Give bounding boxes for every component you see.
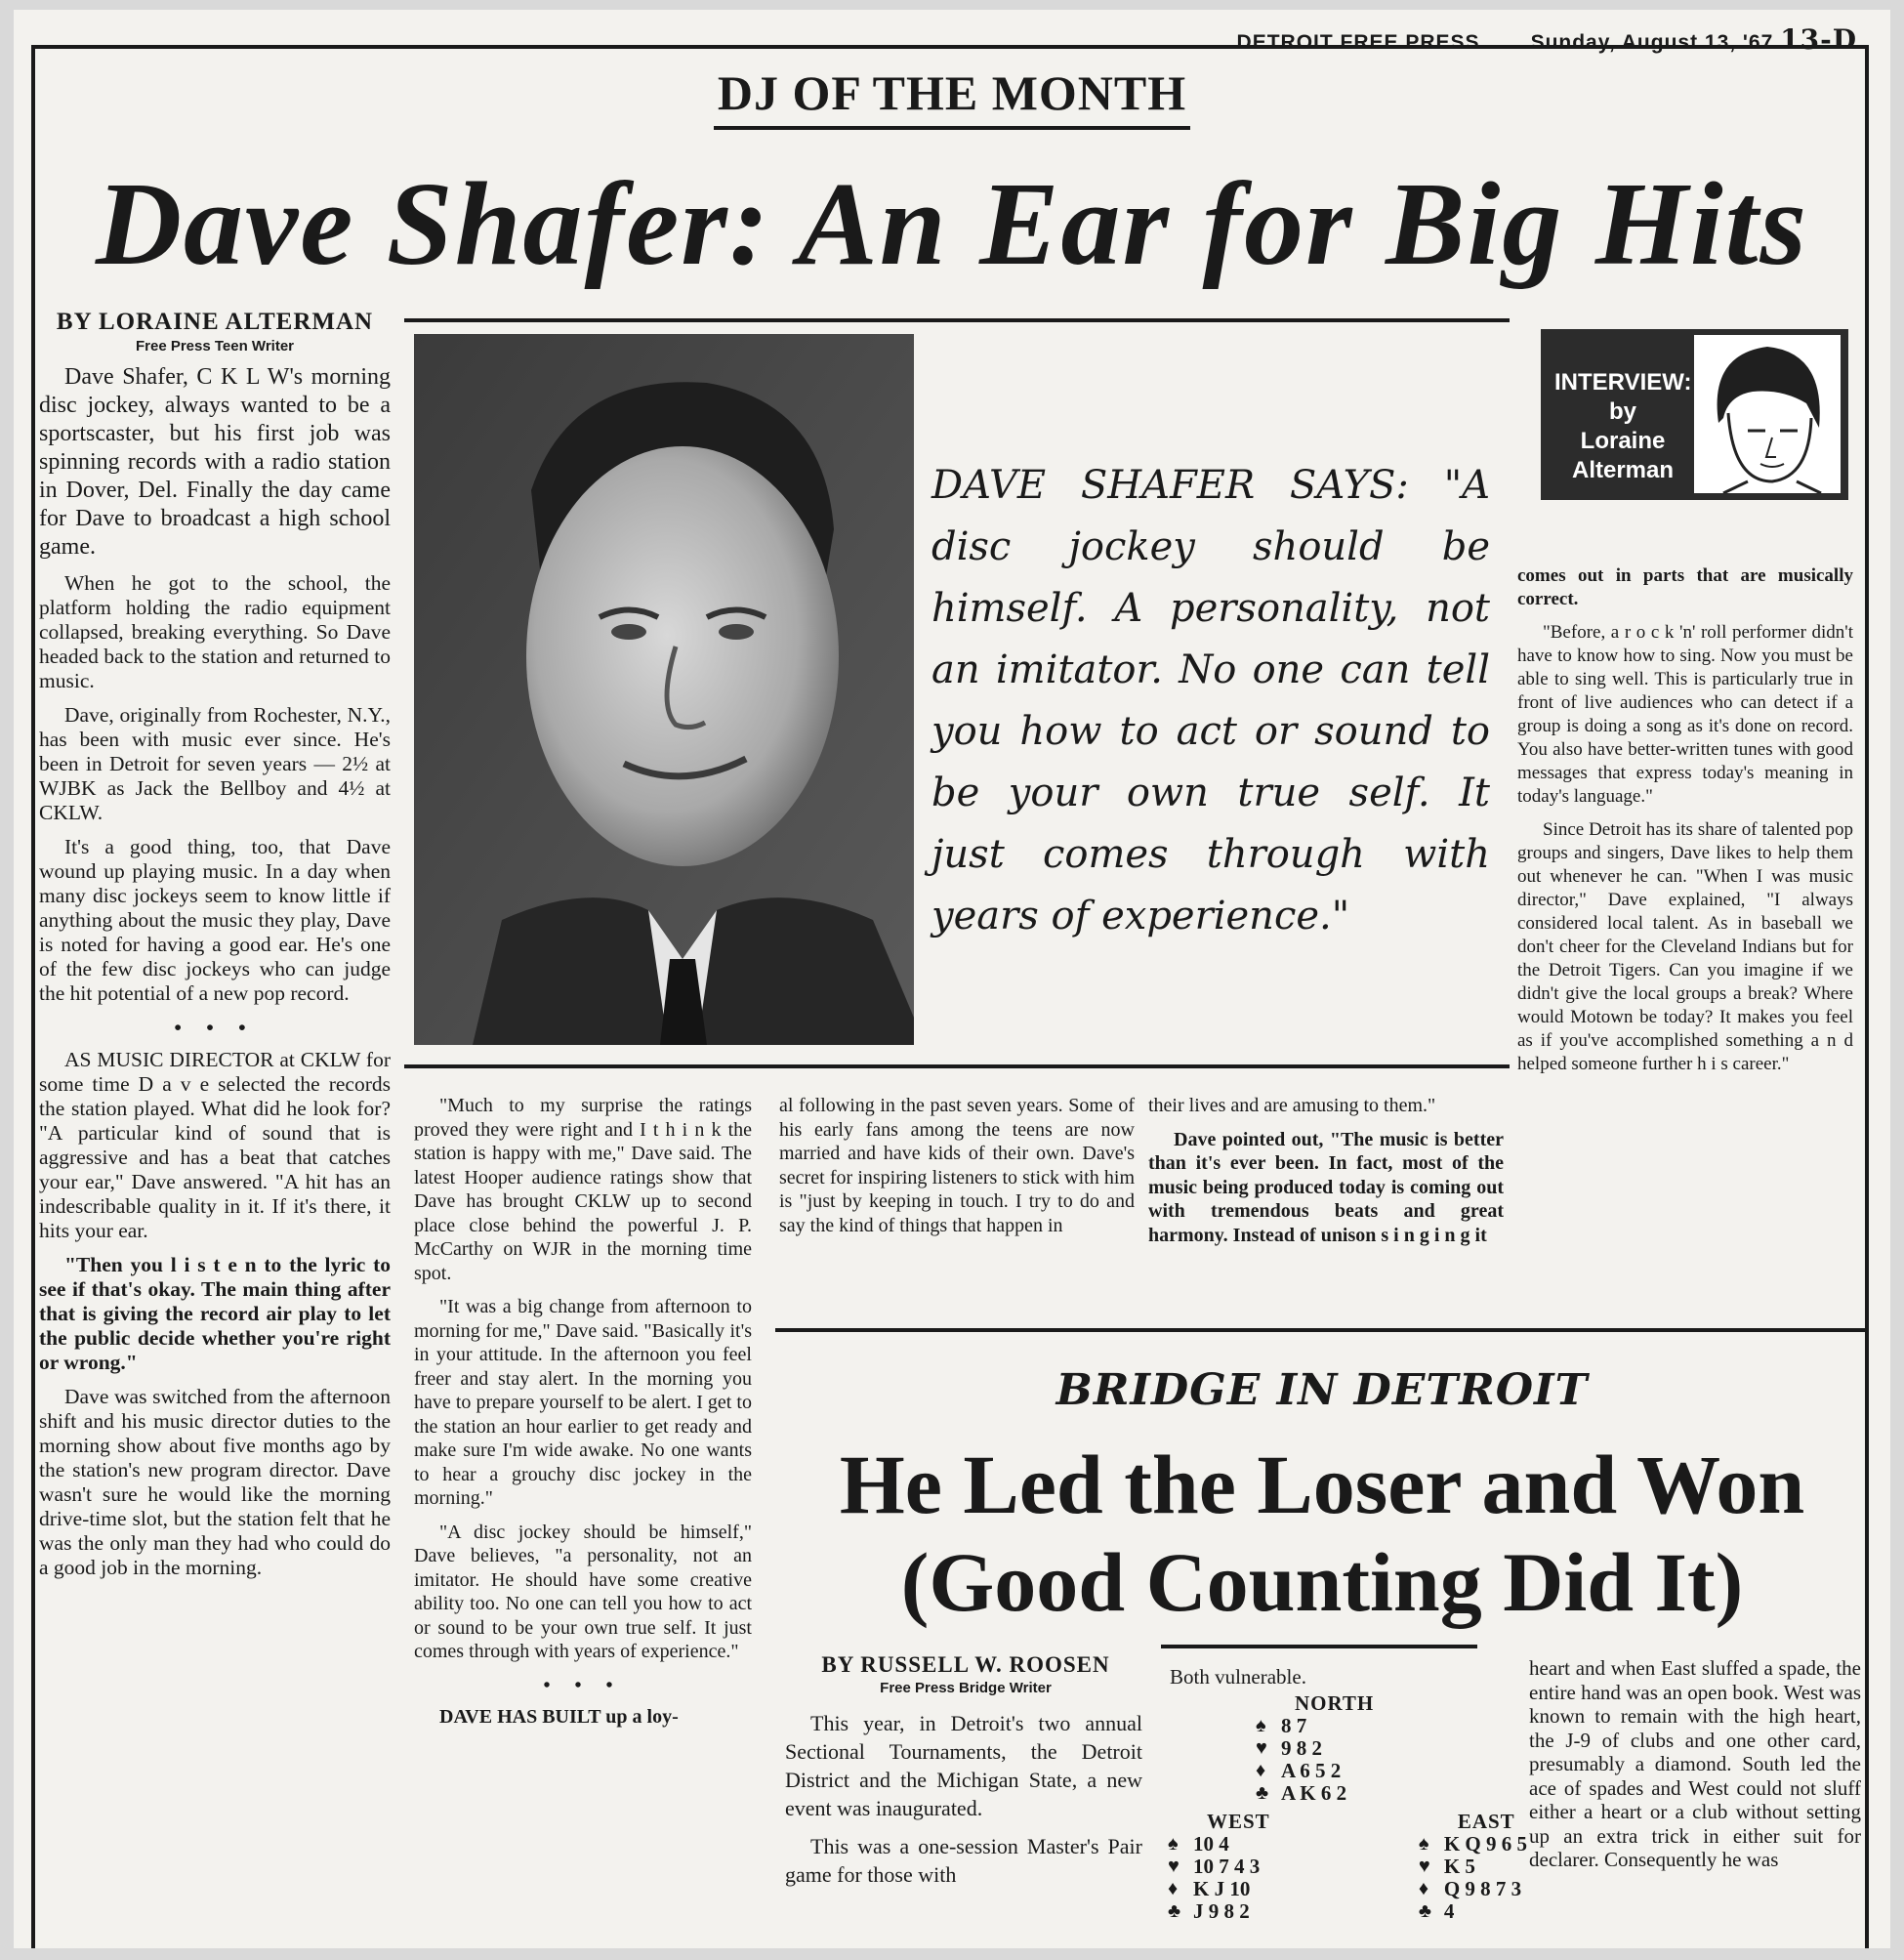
- paragraph: "A disc jockey should be himself," Dave believes, "a personality, not an imitator. He should have some creative ability too. No one can tell you how to act or sound to be your own true self. It just comes through with years of experience.": [414, 1521, 752, 1662]
- paragraph: heart and when East sluffed a spade, the entire hand was an open book. West was known to remain with the high heart, the J-9 of clubs and one other card, presumably a diamond. South led the ace of spades and West could not sluff either a heart or a club without setting up an extra trick in either suit for declarer. Consequently he was: [1529, 1656, 1861, 1871]
- bridge-column-3: [1529, 1656, 1861, 1882]
- west-hand: WEST ♠ 10 4 ♥ 10 7 4 3 ♦ K J 10 ♣ J 9 8 2: [1168, 1810, 1270, 1923]
- section-break: • • •: [174, 1016, 256, 1039]
- newspaper-page: [14, 10, 1890, 1948]
- pull-quote: DAVE SHAFER SAYS: "A disc jockey should be himself. A personality, not an imitator. No one can tell you how to act or sound to be your own true self. It just comes through with years of experience.": [931, 463, 1490, 938]
- north-hand: ♠ 8 7 ♥ 9 8 2 ♦ A 6 5 2 ♣ A K 6 2: [1256, 1714, 1347, 1805]
- heart-icon: ♥: [1418, 1856, 1430, 1877]
- spade-icon: ♠: [1418, 1833, 1429, 1855]
- paragraph: Since Detroit has its share of talented pop groups and singers, Dave likes to help them out whenever he can. "When I was music director," Dave explained, "I always considered local talent. As in baseball we don't cheer for the Cleveland Indians but for the Detroit Tigers. Can you imagine if we didn't give the local groups a break? Where would Motown be today? It makes you feel as if you've accomplished something a n d helped someone further h i s career.": [1517, 819, 1853, 1074]
- paragraph: When he got to the school, the platform holding the radio equipment collapsed, breaking everything. So Dave headed back to the station and returned to music.: [39, 571, 391, 692]
- heart-icon: ♥: [1256, 1737, 1267, 1759]
- article-column-5: [1517, 564, 1853, 1086]
- west-label: WEST: [1207, 1810, 1270, 1833]
- bridge-hand-diagram: [1168, 1666, 1531, 1923]
- bridge-top-rule: [775, 1328, 1869, 1332]
- paragraph: Dave Shafer, C K L W's morning disc jockey, always wanted to be a sportscaster, but his first job was spinning records with a radio station in Dover, Del. Finally the day came for Dave to broadcast a high school game.: [39, 364, 391, 560]
- club-icon: ♣: [1168, 1900, 1181, 1922]
- paragraph: This year, in Detroit's two annual Sectional Tournaments, the Detroit District and the Michigan State, a new event was inaugurated.: [785, 1711, 1142, 1820]
- spade-icon: ♠: [1168, 1833, 1179, 1855]
- page-number: 13-D: [1780, 23, 1857, 56]
- interview-label: INTERVIEW: by Loraine Alterman: [1554, 369, 1692, 483]
- section-break: • • •: [543, 1674, 623, 1696]
- club-icon: ♣: [1418, 1900, 1431, 1922]
- paragraph: Dave, originally from Rochester, N.Y., has been with music ever since. He's been in Detroit for seven years — 2½ at WJBK as Jack the Bellboy and 4½ at CKLW.: [39, 703, 391, 824]
- paragraph: "Before, a r o c k 'n' roll performer didn't have to know how to sing. Now you must be able to sing well. This is particularly true in front of live audiences who can detect if a group is doing a song as it's done on record. You also have better-written tunes with good messages that express today's meaning in today's language.": [1517, 622, 1853, 807]
- north-label: NORTH: [1295, 1691, 1375, 1715]
- bridge-column-1: [785, 1709, 1142, 1898]
- bridge-byline: BY RUSSELL W. ROOSEN Free Press Bridge Writer: [821, 1652, 1110, 1696]
- paragraph: comes out in parts that are musically correct.: [1517, 565, 1853, 609]
- bridge-kicker: BRIDGE IN DETROIT: [1055, 1365, 1589, 1415]
- article-column-4: [1148, 1094, 1504, 1257]
- east-label: EAST: [1457, 1810, 1515, 1833]
- paragraph: "Much to my surprise the ratings proved they were right and I t h i n k the station is happy with me," Dave said. The latest Hooper audience ratings show that Dave has brought CKLW up to second place close behind the powerful J. P. McCarthy on WJR in the morning time spot.: [414, 1095, 752, 1284]
- section-kicker: DJ OF THE MONTH: [14, 64, 1890, 121]
- article-column-1: [39, 363, 391, 1590]
- vulnerability-note: Both vulnerable.: [1170, 1665, 1306, 1689]
- diamond-icon: ♦: [1418, 1878, 1429, 1899]
- header-rule: [404, 318, 1510, 322]
- diamond-icon: ♦: [1256, 1760, 1266, 1781]
- paragraph: al following in the past seven years. Some of his early fans among the teens are now married and have kids of their own. Dave's secret for inspiring listeners to stick with him is "just by keeping in touch. I try to do and say the kind of things that happen in: [779, 1095, 1135, 1236]
- diamond-icon: ♦: [1168, 1878, 1179, 1899]
- headline: Dave Shafer: An Ear for Big Hits: [95, 158, 1809, 290]
- issue-date: Sunday, August 13, '67: [1530, 31, 1774, 54]
- heart-icon: ♥: [1168, 1856, 1180, 1877]
- writer-sketch: [1694, 335, 1841, 493]
- paragraph: their lives and are amusing to them.": [1148, 1095, 1436, 1116]
- photo-bottom-rule: [404, 1064, 1510, 1068]
- club-icon: ♣: [1256, 1782, 1269, 1804]
- paragraph: "It was a big change from afternoon to morning for me," Dave said. "Basically it's in your attitude. In the afternoon you feel freer and stay alert. In the morning you have to prepare yourself to be alert. I get to the station an hour earlier to get ready and make sure I'm wide awake. No one wants to hear a grouchy disc jockey in the morning.": [414, 1296, 752, 1509]
- paragraph: "Then you l i s t e n to the lyric to see if that's okay. The main thing after that is giving the record air play to let the public decide whether you're right or wrong.": [39, 1253, 391, 1374]
- paragraph: Dave was switched from the afternoon shift and his music director duties to the morning show about five months ago by the station's new program director. Dave wasn't sure he would like the morning drive-time slot, but the station felt that he was the only man they had who could do a good job in the morning.: [39, 1385, 391, 1579]
- paper-name: DETROIT FREE PRESS: [1236, 31, 1480, 54]
- article-column-2: [414, 1094, 752, 1739]
- byline: BY LORAINE ALTERMAN Free Press Teen Writer: [56, 309, 374, 354]
- article-column-3: [779, 1094, 1135, 1247]
- interview-box: [1541, 329, 1848, 500]
- bridge-headline: He Led the Loser and Won (Good Counting Did It): [839, 1438, 1805, 1629]
- spade-icon: ♠: [1256, 1715, 1266, 1736]
- paragraph: AS MUSIC DIRECTOR at CKLW for some time D a v e selected the records the station played. What did he look for? "A particular kind of sound that is aggressive and has a beat that catches your ear," Dave answered. "A hit has an indescribable quality in it. If it's there, it hits your ear.: [39, 1048, 391, 1242]
- paragraph: It's a good thing, too, that Dave wound up playing music. In a day when many disc jockeys seem to know little if anything about the music they play, Dave is noted for having a good ear. He's one of the few disc jockeys who can judge the hit potential of a new pop record.: [39, 835, 391, 1005]
- hand-top-rule: [1161, 1645, 1477, 1648]
- east-hand: EAST ♠ K Q 9 6 5 ♥ K 5 ♦ Q 9 8 7 3 ♣ 4: [1418, 1810, 1527, 1923]
- paragraph: DAVE HAS BUILT up a loy-: [439, 1706, 679, 1728]
- paragraph: This was a one-session Master's Pair game for those with: [785, 1834, 1142, 1887]
- dave-shafer-photo: [414, 334, 914, 1045]
- paragraph: Dave pointed out, "The music is better than it's ever been. In fact, most of the music being produced today is coming out with tremendous beats and great harmony. Instead of unison s i n g i n g it: [1148, 1128, 1504, 1246]
